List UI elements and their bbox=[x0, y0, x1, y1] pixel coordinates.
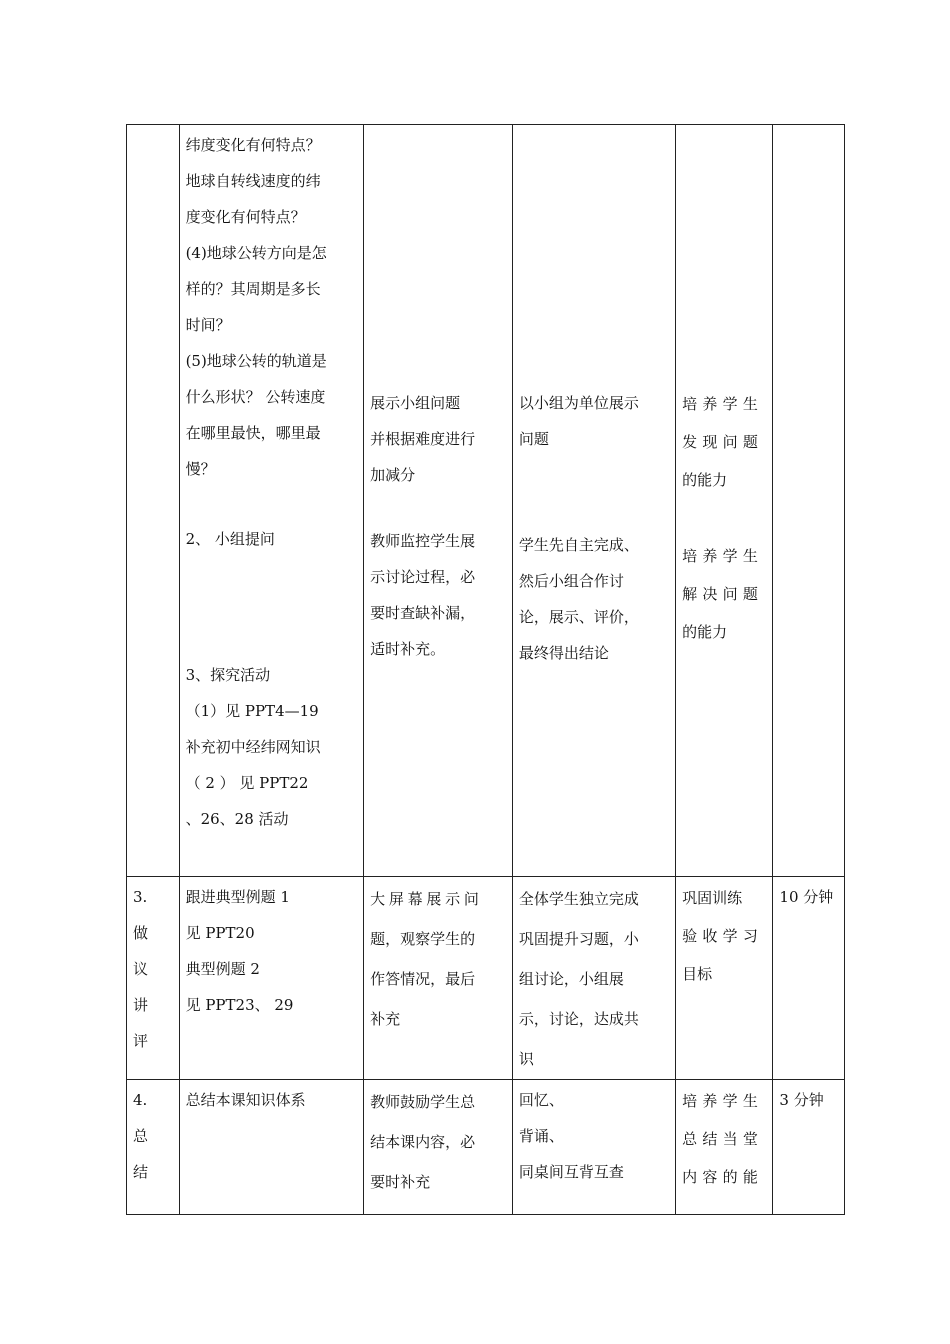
content-line: 地球自转线速度的纬 bbox=[185, 172, 321, 190]
content-line: 补充初中经纬网知识 bbox=[185, 738, 321, 756]
content-line: (4)地球公转方向是怎 bbox=[185, 244, 327, 262]
content-line: （ 2 ） 见 PPT22 bbox=[185, 774, 309, 792]
content-line: 3、探究活动 bbox=[185, 666, 271, 684]
content-line: 时间？ bbox=[185, 316, 231, 334]
stage-line: 结 bbox=[133, 1163, 149, 1181]
cell-teacher-activity bbox=[364, 1080, 513, 1215]
content-line: 度变化有何特点？ bbox=[185, 208, 306, 226]
cell-design-intent bbox=[676, 125, 773, 877]
text-line: 培养学生 bbox=[682, 547, 764, 565]
text-line: 总结当堂 bbox=[682, 1130, 764, 1148]
stage-line: 3. bbox=[133, 888, 148, 906]
content-line: (5)地球公转的轨道是 bbox=[185, 352, 327, 370]
text-line: 问题 bbox=[518, 430, 549, 448]
table-row-summary bbox=[127, 1080, 845, 1215]
content-line: 样的？其周期是多长 bbox=[185, 280, 321, 298]
content-line: （1）见 PPT4—19 bbox=[185, 702, 319, 720]
stage-line: 讲 bbox=[133, 996, 149, 1014]
text-line: 背诵、 bbox=[518, 1127, 564, 1145]
text-line: 加减分 bbox=[370, 466, 416, 484]
table-row-practice bbox=[127, 877, 845, 1080]
content-line: 纬度变化有何特点？ bbox=[185, 136, 321, 154]
text-line: 然后小组合作讨 bbox=[518, 572, 624, 590]
text-line: 题，观察学生的 bbox=[370, 930, 476, 948]
stage-line: 总 bbox=[133, 1127, 149, 1145]
cell-time bbox=[773, 877, 845, 1080]
text-line: 组讨论，小组展 bbox=[518, 970, 624, 988]
cell-content bbox=[179, 125, 364, 877]
cell-student-activity bbox=[512, 877, 675, 1080]
cell-teacher-activity bbox=[364, 125, 513, 877]
cell-design-intent bbox=[676, 877, 773, 1080]
text-line: 目标 bbox=[682, 965, 713, 983]
text-line: 适时补充。 bbox=[370, 640, 446, 658]
text-line: 教师监控学生展 bbox=[370, 532, 476, 550]
content-line: 慢？ bbox=[185, 460, 216, 478]
content-line: 总结本课知识体系 bbox=[185, 1091, 306, 1109]
text-line: 内容的能 bbox=[682, 1168, 764, 1186]
cell-stage bbox=[127, 1080, 180, 1215]
stage-line: 议 bbox=[133, 960, 149, 978]
cell-time bbox=[773, 125, 845, 877]
cell-stage bbox=[127, 877, 180, 1080]
cell-design-intent bbox=[676, 1080, 773, 1215]
text-line: 最终得出结论 bbox=[518, 644, 609, 662]
content-line: 典型例题 2 bbox=[185, 960, 260, 978]
text-line: 解决问题 bbox=[682, 585, 764, 603]
text-line: 论，展示、评价， bbox=[518, 608, 639, 626]
text-line: 结本课内容，必 bbox=[370, 1133, 476, 1151]
content-line: 、26、28 活动 bbox=[185, 810, 289, 828]
cell-student-activity bbox=[512, 125, 675, 877]
text-line: 并根据难度进行 bbox=[370, 430, 476, 448]
text-line: 的能力 bbox=[682, 471, 728, 489]
text-line: 教师鼓励学生总 bbox=[370, 1093, 476, 1111]
cell-content bbox=[179, 1080, 364, 1215]
text-line: 学生先自主完成、 bbox=[518, 536, 639, 554]
cell-student-activity bbox=[512, 1080, 675, 1215]
table-row-continuation bbox=[127, 125, 845, 877]
cell-time bbox=[773, 1080, 845, 1215]
time-value: 10 分钟 bbox=[779, 888, 834, 906]
cell-teacher-activity bbox=[364, 877, 513, 1080]
content-line: 2、 小组提问 bbox=[185, 530, 275, 548]
text-line: 巩固训练 bbox=[682, 889, 743, 907]
text-line: 示，讨论，达成共 bbox=[518, 1010, 639, 1028]
text-line: 示讨论过程，必 bbox=[370, 568, 476, 586]
text-line: 要时查缺补漏， bbox=[370, 604, 476, 622]
time-value: 3 分钟 bbox=[779, 1091, 824, 1109]
lesson-plan-table bbox=[126, 124, 845, 1215]
text-line: 发现问题 bbox=[682, 433, 764, 451]
text-line: 验收学习 bbox=[682, 927, 764, 945]
content-line: 见 PPT23、 29 bbox=[185, 996, 294, 1014]
text-line: 展示小组问题 bbox=[370, 394, 461, 412]
text-line: 要时补充 bbox=[370, 1173, 431, 1191]
text-line: 全体学生独立完成 bbox=[518, 890, 639, 908]
text-line: 补充 bbox=[370, 1010, 401, 1028]
text-line: 大屏幕展示问 bbox=[370, 890, 483, 908]
text-line: 同桌间互背互查 bbox=[518, 1163, 624, 1181]
content-line: 跟进典型例题 1 bbox=[185, 888, 290, 906]
stage-line: 评 bbox=[133, 1032, 149, 1050]
text-line: 作答情况，最后 bbox=[370, 970, 476, 988]
cell-content bbox=[179, 877, 364, 1080]
text-line: 以小组为单位展示 bbox=[518, 394, 639, 412]
text-line: 的能力 bbox=[682, 623, 728, 641]
text-line: 回忆、 bbox=[518, 1091, 564, 1109]
text-line: 巩固提升习题，小 bbox=[518, 930, 639, 948]
stage-line: 做 bbox=[133, 924, 149, 942]
stage-line: 4. bbox=[133, 1091, 148, 1109]
text-line: 培养学生 bbox=[682, 395, 764, 413]
text-line: 培养学生 bbox=[682, 1092, 764, 1110]
content-line: 什么形状？ 公转速度 bbox=[185, 388, 326, 406]
content-line: 在哪里最快，哪里最 bbox=[185, 424, 321, 442]
text-line: 识 bbox=[518, 1050, 534, 1068]
cell-stage bbox=[127, 125, 180, 877]
content-line: 见 PPT20 bbox=[185, 924, 255, 942]
